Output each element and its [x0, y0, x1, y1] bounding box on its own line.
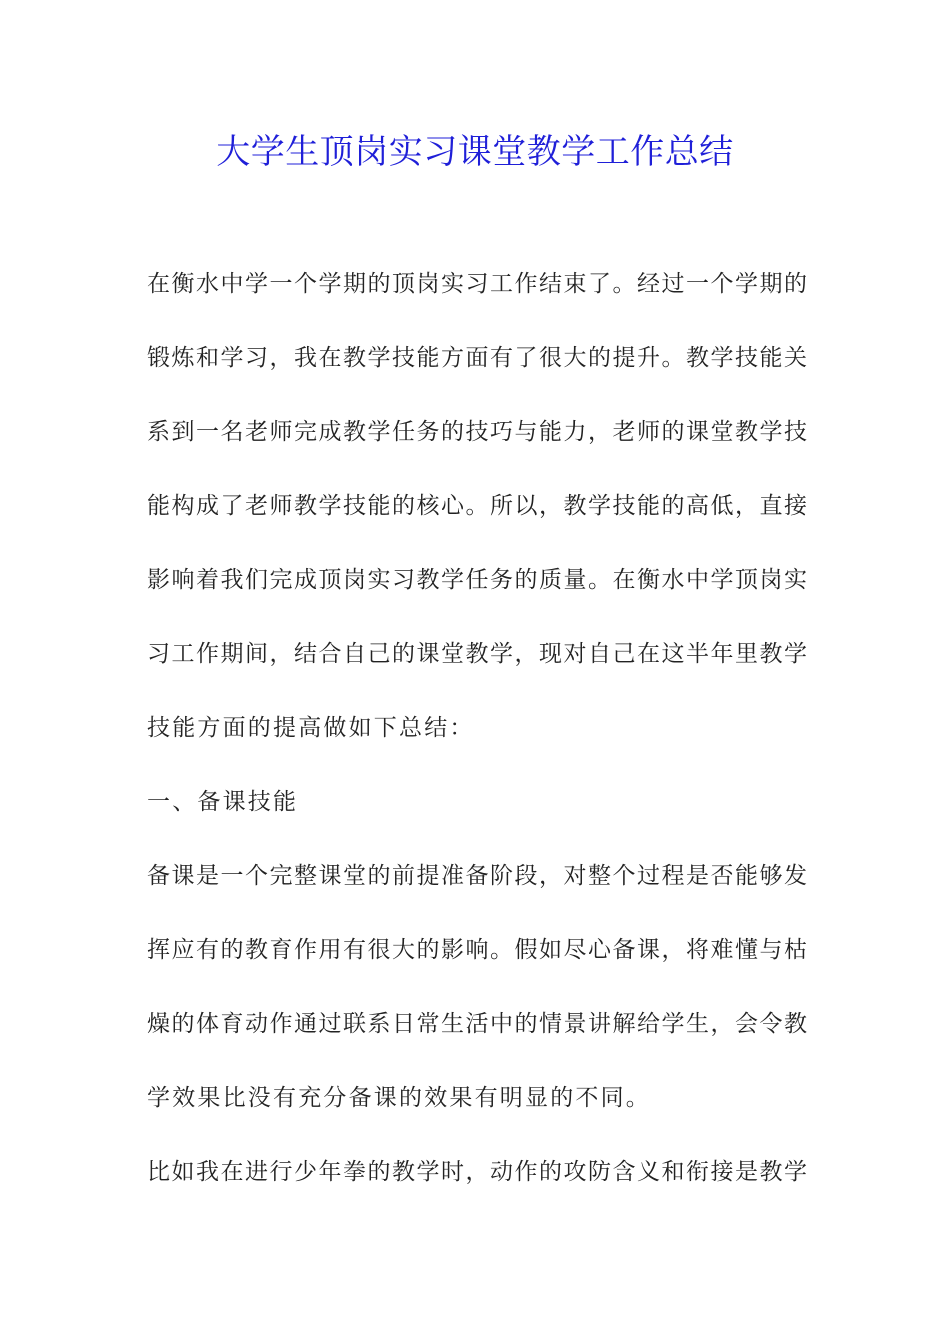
body-line-9: 备课是一个完整课堂的前提准备阶段，对整个过程是否能够发 [147, 863, 807, 889]
body-line-2: 锻炼和学习，我在教学技能方面有了很大的提升。教学技能关 [147, 345, 807, 371]
body-line-5: 影响着我们完成顶岗实习教学任务的质量。在衡水中学顶岗实 [147, 567, 807, 593]
document-body [147, 262, 807, 1224]
body-line-1: 在衡水中学一个学期的顶岗实习工作结束了。经过一个学期的 [147, 271, 807, 297]
body-line-13: 比如我在进行少年拳的教学时，动作的攻防含义和衔接是教学 [147, 1159, 807, 1185]
body-line-7: 技能方面的提高做如下总结： [147, 715, 475, 741]
body-line-10: 挥应有的教育作用有很大的影响。假如尽心备课，将难懂与枯 [147, 937, 807, 963]
body-line-6: 习工作期间，结合自己的课堂教学，现对自己在这半年里教学 [147, 641, 807, 667]
body-line-11: 燥的体育动作通过联系日常生活中的情景讲解给学生，会令教 [147, 1011, 807, 1037]
section-heading-lesson-preparation: 一、备课技能 [147, 789, 299, 815]
body-line-3: 系到一名老师完成教学任务的技巧与能力，老师的课堂教学技 [147, 419, 807, 445]
body-line-12: 学效果比没有充分备课的效果有明显的不同。 [147, 1085, 651, 1111]
body-line-4: 能构成了老师教学技能的核心。所以，教学技能的高低，直接 [147, 493, 807, 519]
page-title: 大学生顶岗实习课堂教学工作总结 [216, 132, 734, 172]
